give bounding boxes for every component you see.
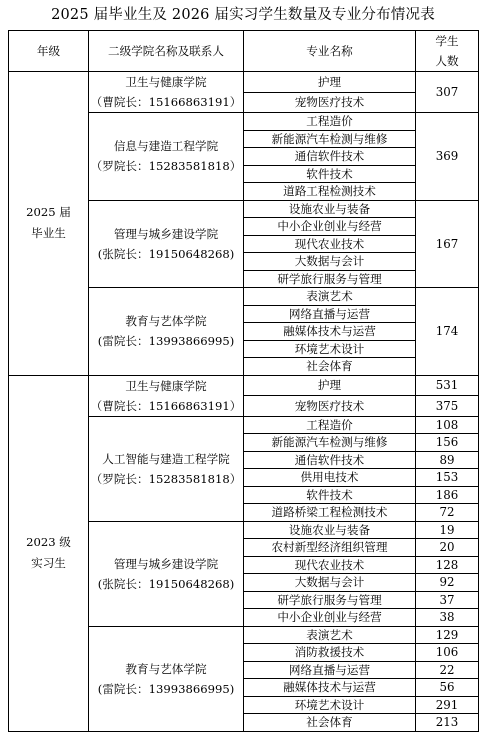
student-count: 56 [416,679,479,697]
major-name: 大数据与会计 [244,574,416,592]
major-name: 消防救援技术 [244,644,416,662]
major-name: 环境艺术设计 [244,696,416,714]
student-count: 108 [416,416,479,434]
college-cell [89,113,244,201]
year-label: 2023 级 [26,535,71,549]
major-name: 宠物医疗技术 [244,396,416,417]
student-count: 369 [416,113,479,201]
student-count: 307 [416,72,479,113]
student-count: 20 [416,539,479,557]
college-contact: （罗院长：15283581818） [90,471,242,486]
major-name: 道路工程检测技术 [244,183,416,201]
student-count: 129 [416,626,479,644]
header-count-line2: 人数 [435,54,459,68]
header-major: 专业名称 [244,31,416,72]
student-count: 156 [416,434,479,452]
student-count: 22 [416,661,479,679]
college-contact: (张院长：19150648268) [97,576,235,591]
major-name: 设施农业与装备 [244,521,416,539]
college-cell [89,72,244,113]
major-name: 宠物医疗技术 [244,92,416,113]
table-header-row [9,31,479,72]
college-name: 卫生与健康学院 [125,75,207,89]
student-count: 92 [416,574,479,592]
college-name: 管理与城乡建设学院 [113,226,219,241]
page-title: 2025 届毕业生及 2026 届实习学生数量及专业分布情况表 [51,7,435,23]
student-count: 213 [416,714,479,732]
major-name: 表演艺术 [244,626,416,644]
student-count: 153 [416,469,479,487]
major-name: 网络直播与运营 [244,661,416,679]
table-row [9,72,479,93]
year-cell [9,72,89,376]
major-name: 网络直播与运营 [244,305,416,323]
major-name: 现代农业技术 [244,556,416,574]
college-name: 教育与艺体学院 [125,314,207,329]
distribution-table [8,30,479,732]
major-name: 护理 [244,72,416,93]
year-sublabel: 实习生 [31,556,66,570]
header-count [416,31,479,72]
student-count: 375 [416,396,479,417]
college-cell [89,200,244,288]
year-cell [9,375,89,731]
major-name: 新能源汽车检测与维修 [244,130,416,148]
college-cell [89,521,244,626]
college-contact: (张院长：19150648268) [97,246,235,261]
student-count: 19 [416,521,479,539]
major-name: 道路桥梁工程检测技术 [244,504,416,522]
student-count: 531 [416,375,479,396]
college-name: 教育与艺体学院 [125,661,207,676]
college-contact: （罗院长：15283581818） [90,159,242,174]
year-sublabel: 毕业生 [31,226,66,241]
college-contact: (雷院长：13993866995) [97,681,235,696]
college-contact: （曹院长：15166863191） [90,398,242,413]
student-count: 128 [416,556,479,574]
major-name: 中小企业创业与经营 [244,609,416,627]
major-name: 研学旅行服务与管理 [244,270,416,288]
student-count: 38 [416,609,479,627]
header-year: 年级 [9,31,89,72]
major-name: 中小企业创业与经营 [244,218,416,236]
major-name: 表演艺术 [244,288,416,306]
student-count: 37 [416,591,479,609]
college-cell [89,288,244,376]
major-name: 大数据与会计 [244,253,416,271]
major-name: 软件技术 [244,165,416,183]
student-count: 291 [416,696,479,714]
major-name: 社会体育 [244,358,416,376]
college-name: 管理与城乡建设学院 [113,556,219,571]
header-college: 二级学院名称及联系人 [89,31,244,72]
major-name: 融媒体技术与运营 [244,679,416,697]
major-name: 软件技术 [244,486,416,504]
student-count: 167 [416,200,479,288]
college-name: 信息与建造工程学院 [113,139,219,154]
major-name: 环境艺术设计 [244,340,416,358]
major-name: 通信软件技术 [244,451,416,469]
college-name: 人工智能与建造工程学院 [102,451,230,466]
major-name: 新能源汽车检测与维修 [244,434,416,452]
student-count: 72 [416,504,479,522]
college-contact: (雷院长：13993866995) [97,334,235,349]
major-name: 护理 [244,375,416,396]
major-name: 工程造价 [244,113,416,131]
header-count-line1: 学生 [435,34,459,48]
year-label: 2025 届 [26,205,71,220]
major-name: 通信软件技术 [244,148,416,166]
major-name: 社会体育 [244,714,416,732]
major-name: 现代农业技术 [244,235,416,253]
major-name: 工程造价 [244,416,416,434]
major-name: 研学旅行服务与管理 [244,591,416,609]
college-name: 卫生与健康学院 [125,378,207,393]
student-count: 186 [416,486,479,504]
major-name: 供用电技术 [244,469,416,487]
college-contact: （曹院长：15166863191） [90,95,242,109]
major-name: 设施农业与装备 [244,200,416,218]
college-cell [89,375,244,416]
major-name: 农村新型经济组织管理 [244,539,416,557]
college-cell [89,416,244,521]
college-cell [89,626,244,731]
major-name: 融媒体技术与运营 [244,323,416,341]
table-row [9,375,479,396]
student-count: 174 [416,288,479,376]
student-count: 89 [416,451,479,469]
student-count: 106 [416,644,479,662]
